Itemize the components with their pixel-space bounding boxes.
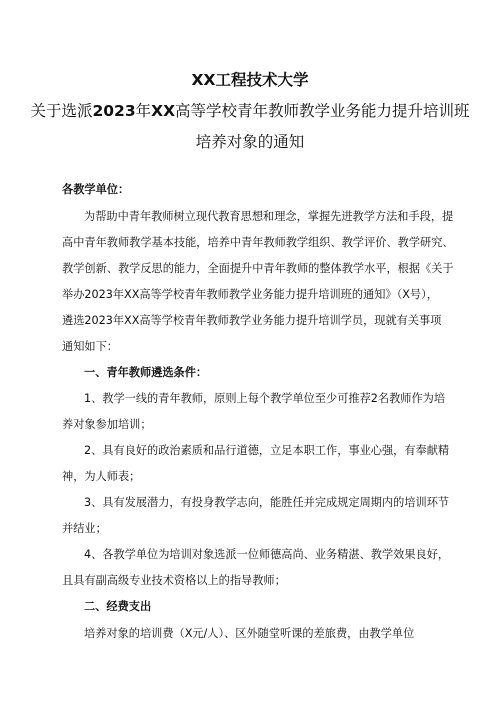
university-name <box>0 70 500 90</box>
section-2-heading: 二、经费支出 <box>84 600 152 613</box>
condition-item: 并结业； <box>62 522 107 535</box>
condition-item: 3、具有发展潜力，有投身教学志向，能胜任并完成规定周期内的培训环节 <box>84 496 450 509</box>
condition-item: 神，为人师表； <box>62 470 141 483</box>
condition-item: 且具有副高级专业技术资格以上的指导教师； <box>62 574 286 587</box>
condition-item: 4、各教学单位为培训对象选派一位师德高尚、业务精湛、教学效果良好， <box>84 548 450 561</box>
intro-line: 遴选2023年XX高等学校青年教师教学业务能力提升培训学员，现就有关事项 <box>62 314 442 327</box>
condition-item: 2、具有良好的政治素质和品行道德，立足本职工作，事业心强，有奉献精 <box>84 444 450 457</box>
expense-line: 培养对象的培训费（X元/人）、区外随堂听课的差旅费，由教学单位 <box>84 627 415 640</box>
notice-title-line-1: 关于选派2023年XX高等学校青年教师教学业务能力提升培训班 <box>30 102 470 120</box>
intro-line: 通知如下： <box>62 340 118 353</box>
university-name-text: XX工程技术大学 <box>191 71 309 89</box>
intro-line: 教学创新、教学反思的能力，全面提升中青年教师的整体教学水平，根据《关于 <box>62 262 454 275</box>
notice-title-line-2: 培养对象的通知 <box>195 133 305 151</box>
intro-line: 举办2023年XX高等学校青年教师教学业务能力提升培训班的通知》（X号）， <box>62 288 438 301</box>
intro-line: 为帮助中青年教师树立现代教育思想和理念，掌握先进教学方法和手段，提 <box>84 210 454 223</box>
condition-item: 养对象参加培训； <box>62 418 152 431</box>
section-1-heading: 一、青年教师遴选条件： <box>84 366 208 379</box>
salutation: 各教学单位： <box>62 183 130 196</box>
intro-line: 高中青年教师教学基本技能，培养中青年教师教学组织、教学评价、教学研究、 <box>62 236 454 249</box>
condition-item: 1、教学一线的青年教师，原则上每个教学单位至少可推荐2名教师作为培 <box>84 392 446 405</box>
